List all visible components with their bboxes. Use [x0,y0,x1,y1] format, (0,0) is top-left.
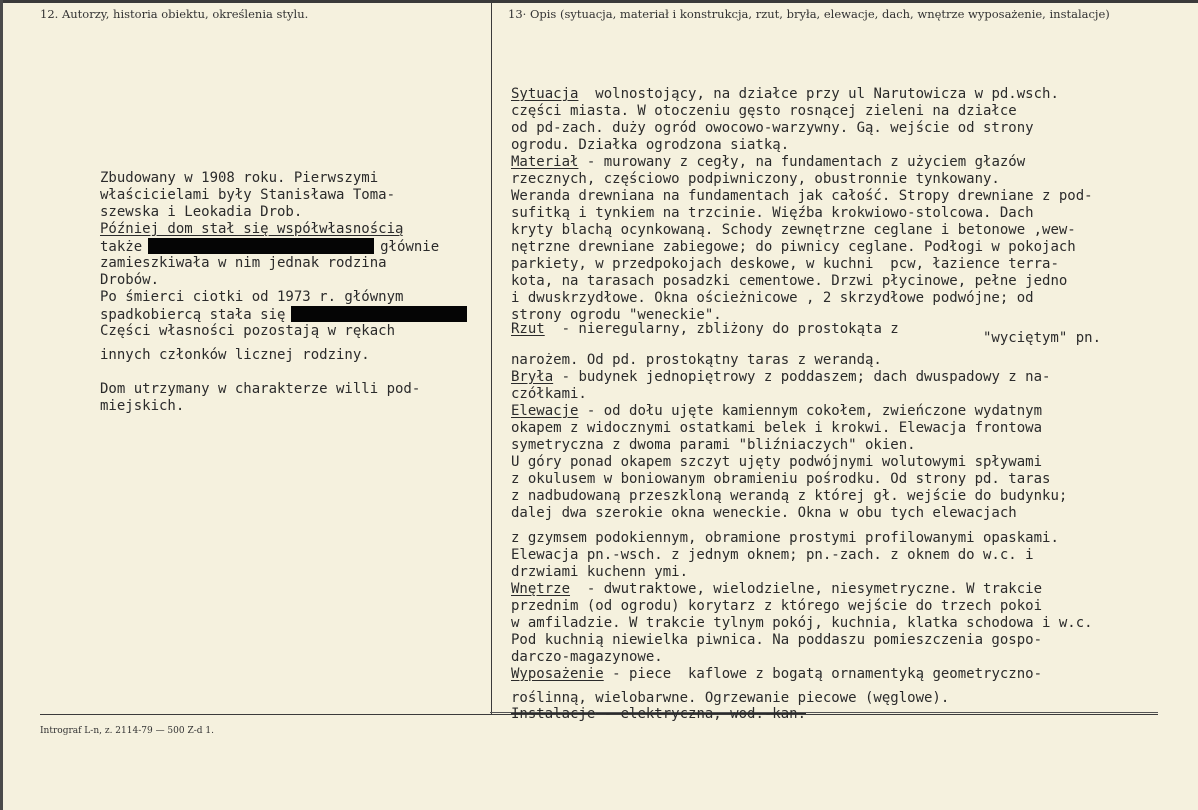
right-line-5 [511,154,1025,171]
right-line-30: przednim (od ogrodu) korytarz z którego wejście do trzech pokoi [511,598,1043,614]
left-line-5b: głównie [380,239,440,255]
right-line-29-text: - dwutraktowe, wielodzielne, niesymetryczne. W trakcie [570,581,1043,597]
left-line-1: Zbudowany w 1908 roku. Pierwszymi [100,170,379,186]
right-line-34-text: - piece kaflowe z bogatą ornamentyką geometryczno- [603,666,1043,682]
left-line-3: szewska i Leokadia Drob. [100,204,303,220]
right-line-33: darczo-magazynowe. [511,649,663,665]
right-column-header: 13· Opis (sytuacja, materiał i konstrukcja, rzut, bryła, elewacje, dach, wnętrze wyposażenie, instalacje) [508,7,1110,21]
right-line-10: nętrzne drewniane zabiegowe; do piwnicy ceglane. Podłogi w pokojach [511,239,1076,255]
label-elewacje: Elewacje [511,403,579,419]
right-line-29 [511,581,1042,598]
right-line-19-text: - od dołu ujęte kamiennym cokołem, zwieńczone wydatnym [578,403,1043,419]
label-wnetrze: Wnętrze [511,581,571,597]
right-line-36-text: - elektryczna, wod.-kan. [595,706,807,722]
right-line-8: sufitką i tynkiem na trzcinie. Więźba krokwiowo-stolcowa. Dach [511,205,1034,221]
right-line-1 [511,86,1059,103]
right-line-22: U góry ponad okapem szczyt ujęty podwójnymi wolutowymi spływami [511,454,1043,470]
right-line-1-text: wolnostojący, na działce przy ul Narutowicza w pd.wsch. [578,86,1059,102]
right-line-13: i dwuskrzydłowe. Okna ościeżnicowe , 2 skrzydłowe podwójne; od [511,290,1034,306]
right-line-9: kryty blachą ocynkowaną. Schody zewnętrzne ceglane i betonowe ,wew- [511,222,1076,238]
left-line-4: Później dom stał się współwłasnością [100,221,404,237]
right-line-21: symetryczna z dwoma parami "bliźniaczych" okien. [511,437,916,453]
right-line-2: części miasta. W otoczeniu gęsto rosnącej zieleni na działce [511,103,1017,119]
left-line-2: właścicielami były Stanisława Toma- [100,187,396,203]
label-material: Materiał [511,154,579,170]
right-line-15-text: - nieregularny, zbliżony do prostokąta z [544,321,899,337]
right-line-16: narożem. Od pd. prostokątny taras z werandą. [511,352,882,368]
redaction-box-2 [291,306,467,322]
left-line-12: Dom utrzymany w charakterze willi pod- [100,381,421,397]
right-line-15 [511,321,899,338]
right-line-35: roślinną, wielobarwne. Ogrzewanie piecowe (węglowe). [511,690,950,706]
label-instalacje: Instalacje [511,706,596,722]
right-line-27: Elewacja pn.-wsch. z jednym oknem; pn.-zach. z oknem do w.c. i [511,547,1034,563]
left-line-9 [100,306,467,324]
right-line-15b: "wyciętym" pn. [983,330,1102,346]
right-line-4: ogrodu. Działka ogrodzona siatką. [511,137,790,153]
column-divider [491,0,492,714]
right-line-6: rzecznych, częściowo podpiwniczony, obustronnie tynkowany. [511,171,1000,187]
right-line-24: z nadbudowaną przeszkloną werandą z której gł. wejście do budynku; [511,488,1068,504]
left-line-6: zamieszkiwała w nim jednak rodzina [100,255,387,271]
left-line-7: Drobów. [100,272,160,288]
right-line-20: okapem z widocznymi ostatkami belek i krokwi. Elewacja frontowa [511,420,1043,436]
print-footer: Intrograf L-n, z. 2114-79 — 500 Z-d 1. [40,726,214,736]
right-line-3: od pd-zach. duży ogród owocowo-warzywny. Gą. wejście od strony [511,120,1034,136]
left-column-header: 12. Autorzy, historia obiektu, określenia stylu. [40,7,309,21]
right-line-34 [511,666,1042,683]
left-line-8: Po śmierci ciotki od 1973 r. głównym [100,289,404,305]
right-line-31: w amfiladzie. W trakcie tylnym pokój, kuchnia, klatka schodowa i w.c. [511,615,1093,631]
left-line-5 [100,238,439,256]
label-wyposazenie: Wyposażenie [511,666,604,682]
right-line-25: dalej dwa szerokie okna weneckie. Okna w obu tych elewacjach [511,505,1017,521]
right-line-11: parkiety, w przedpokojach deskowe, w kuchni pcw, łazience terra- [511,256,1059,272]
left-line-5a: także [100,239,143,255]
right-line-36 [511,706,806,723]
redaction-box-1 [148,238,374,254]
right-line-14: strony ogrodu "weneckie". [511,307,722,323]
right-line-18: czółkami. [511,386,587,402]
right-line-17 [511,369,1050,386]
left-line-10: Części własności pozostają w rękach [100,323,396,339]
right-line-23: z okulusem w boniowanym obramieniu pośrodku. Od strony pd. taras [511,471,1051,487]
right-line-12: kota, na tarasach posadzki cementowe. Drzwi płycinowe, pełne jedno [511,273,1068,289]
left-line-9a: spadkobiercą stała się [100,307,286,323]
label-rzut: Rzut [511,321,545,337]
left-edge [0,0,3,810]
label-bryla: Bryła [511,369,554,385]
label-sytuacja: Sytuacja [511,86,579,102]
right-line-28: drzwiami kuchenn ymi. [511,564,689,580]
right-line-32: Pod kuchnią niewielka piwnica. Na poddaszu pomieszczenia gospo- [511,632,1043,648]
right-line-26: z gzymsem podokiennym, obramione prostymi profilowanymi opaskami. [511,530,1059,546]
left-line-13: miejskich. [100,398,185,414]
right-line-19 [511,403,1042,420]
right-line-5-text: - murowany z cegły, na fundamentach z użyciem głazów [578,154,1026,170]
right-line-17-text: - budynek jednopiętrowy z poddaszem; dach dwuspadowy z na- [553,369,1051,385]
left-line-11: innych członków licznej rodziny. [100,347,370,363]
top-edge [0,0,1198,3]
right-line-7: Weranda drewniana na fundamentach jak całość. Stropy drewniane z pod- [511,188,1093,204]
